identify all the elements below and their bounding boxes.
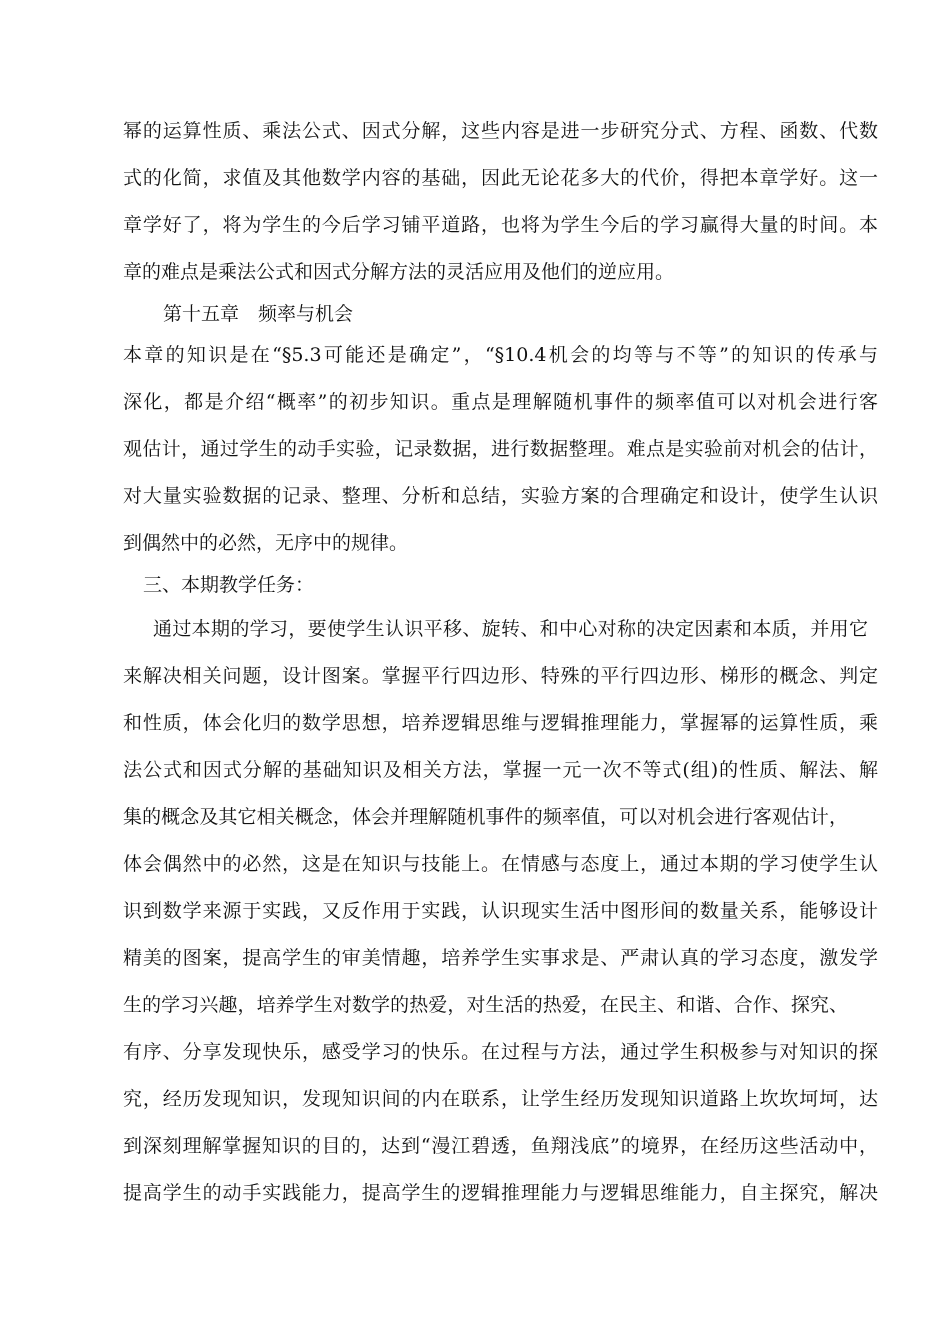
section-heading: 三、本期教学任务：	[143, 574, 315, 596]
paragraph-line: 和性质，体会化归的数学思想，培养逻辑思维与逻辑推理能力，掌握幂的运算性质，乘	[123, 712, 878, 734]
paragraph-line: 体会偶然中的必然，这是在知识与技能上。在情感与态度上，通过本期的学习使学生认	[123, 853, 878, 875]
paragraph-line: 深化，都是介绍“概率”的初步知识。重点是理解随机事件的频率值可以对机会进行客	[123, 391, 878, 413]
paragraph-line: 有序、分享发现快乐，感受学习的快乐。在过程与方法，通过学生积极参与对知识的探	[123, 1041, 878, 1063]
paragraph-line: 生的学习兴趣，培养学生对数学的热爱，对生活的热爱，在民主、和谐、合作、探究、	[123, 994, 848, 1016]
paragraph-line: 集的概念及其它相关概念，体会并理解随机事件的频率值，可以对机会进行客观估计，	[123, 806, 848, 828]
paragraph-line: 章学好了，将为学生的今后学习铺平道路，也将为学生今后的学习赢得大量的时间。本	[123, 214, 878, 236]
paragraph-line: 章的难点是乘法公式和因式分解方法的灵活应用及他们的逆应用。	[123, 261, 675, 283]
paragraph-line: 幂的运算性质、乘法公式、因式分解，这些内容是进一步研究分式、方程、函数、代数	[123, 120, 878, 142]
chapter-heading: 第十五章 频率与机会	[163, 303, 354, 325]
paragraph-line: 法公式和因式分解的基础知识及相关方法，掌握一元一次不等式(组)的性质、解法、解	[123, 759, 878, 781]
paragraph-line: 识到数学来源于实践，又反作用于实践，认识现实生活中图形间的数量关系，能够设计	[123, 900, 878, 922]
paragraph-line: 通过本期的学习，要使学生认识平移、旋转、和中心对称的决定因素和本质，并用它	[153, 618, 868, 640]
paragraph-line: 到深刻理解掌握知识的目的，达到“漫江碧透，鱼翔浅底”的境界，在经历这些活动中，	[123, 1135, 878, 1157]
paragraph-line: 对大量实验数据的记录、整理、分析和总结，实验方案的合理确定和设计，使学生认识	[123, 485, 878, 507]
paragraph-line: 精美的图案，提高学生的审美情趣，培养学生实事求是、严肃认真的学习态度，激发学	[123, 947, 878, 969]
paragraph-line: 观估计，通过学生的动手实验，记录数据，进行数据整理。难点是实验前对机会的估计，	[123, 438, 878, 460]
paragraph-line: 本章的知识是在“§5.3可能还是确定”，“§10.4机会的均等与不等”的知识的传承与	[123, 344, 878, 366]
paragraph-line: 来解决相关问题，设计图案。掌握平行四边形、特殊的平行四边形、梯形的概念、判定	[123, 665, 878, 687]
paragraph-line: 式的化简，求值及其他数学内容的基础，因此无论花多大的代价，得把本章学好。这一	[123, 167, 878, 189]
paragraph-line: 到偶然中的必然，无序中的规律。	[123, 532, 409, 554]
paragraph-line: 提高学生的动手实践能力，提高学生的逻辑推理能力与逻辑思维能力，自主探究，解决	[123, 1182, 878, 1204]
paragraph-line: 究，经历发现知识，发现知识间的内在联系，让学生经历发现知识道路上坎坎坷坷，达	[123, 1088, 878, 1110]
